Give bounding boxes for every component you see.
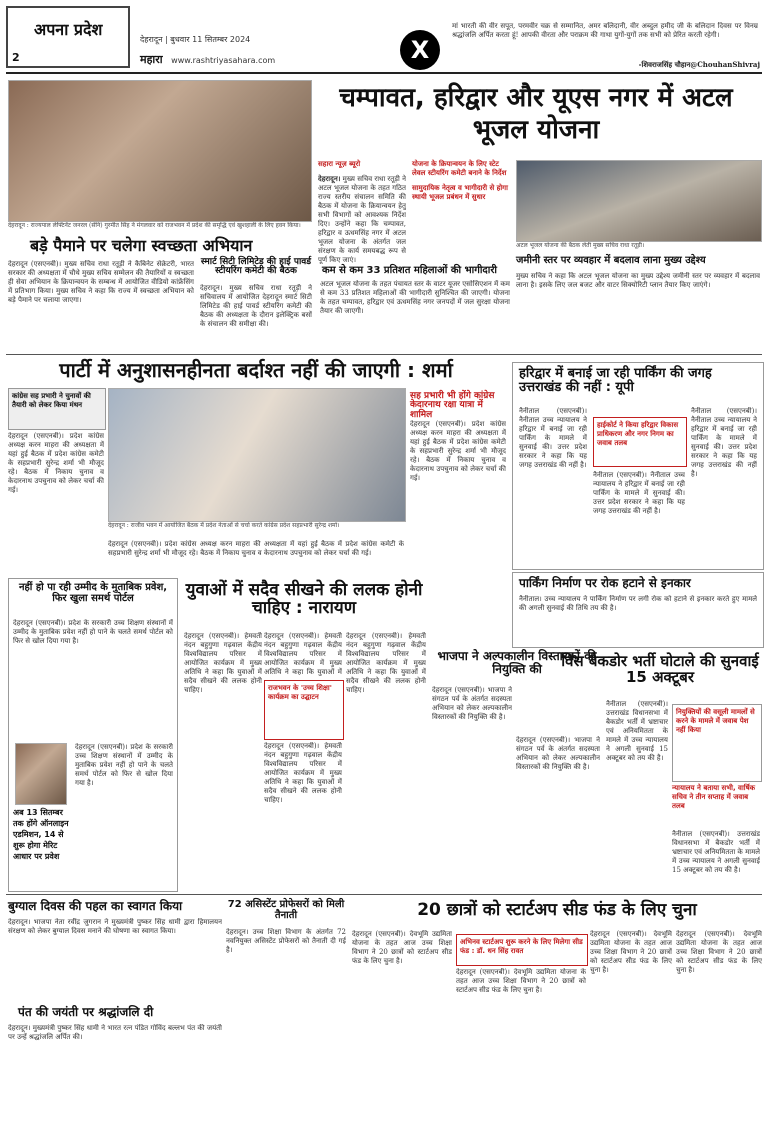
section-rule-1 bbox=[6, 354, 762, 355]
professors-body: देहरादून। उच्च शिक्षा विभाग के अंतर्गत 72 नवनियुक्त असिस्टेंट प्रोफेसरों को तैनाती दी गई है। bbox=[226, 928, 346, 954]
youth-headline: युवाओं में सदैव सीखने की ललक होनी चाहिए : नारायण bbox=[185, 580, 423, 618]
opposition-headline: नहीं हो पा रही उम्मीद के मुताबिक प्रवेश, फिर खुला समर्थ पोर्टल bbox=[18, 582, 168, 604]
discipline-body: देहरादून (एसएनबी)। प्रदेश कांग्रेस अध्यक्ष करन माहरा की अध्यक्षता में यहां हुई बैठक में प्रदेश कांग्रेस कमेटी के सहप्रभारी सुरेन्द्र शर्मा भी मौजूद रहे। बैठक में निकाय चुनाव व केदारनाथ उपचुनाव को लेकर चर्चा की गई। bbox=[8, 432, 104, 494]
professors-headline: 72 असिस्टेंट प्रोफेसरों को मिली तैनाती bbox=[227, 899, 345, 921]
lead-right-photo bbox=[516, 160, 762, 242]
section-title: अपना प्रदेश bbox=[34, 20, 103, 39]
bjp-body-2: देहरादून (एसएनबी)। भाजपा ने संगठन पर्व के अंतर्गत सदस्यता अभियान को लेकर अल्पकालीन विस्तारकों की नियुक्ति की है। bbox=[516, 736, 600, 771]
youth-body-2: देहरादून (एसएनबी)। हेमवती नंदन बहुगुणा गढ़वाल केंद्रीय विश्वविद्यालय परिसर में आयोजित कार्यक्रम में मुख्य अतिथि ने कहा कि युवाओं में bbox=[264, 632, 342, 676]
parking-body-3: नैनीताल (एसएनबी)। नैनीताल उच्च न्यायालय ने हरिद्वार में बनाई जा रही पार्किंग के मामले में सुनवाई की। उत्तर प्रदेश सरकार ने कहा कि यह जगह उत्तराखंड की नहीं है। bbox=[691, 407, 757, 478]
youth-body: देहरादून (एसएनबी)। हेमवती नंदन बहुगुणा गढ़वाल केंद्रीय विश्वविद्यालय परिसर में आयोजित कार्यक्रम में मुख्य अतिथि ने कहा कि युवाओं में सदैव सीखने की ललक होनी चाहिए। bbox=[184, 632, 262, 694]
bugyal-headline: बुग्याल दिवस की पहल का स्वागत किया bbox=[8, 899, 183, 913]
city: देहरादून | बुधवार bbox=[140, 35, 190, 44]
parking-headline: हरिद्वार में बनाई जा रही पार्किंग की जगह उत्तराखंड की नहीं : यूपी bbox=[519, 366, 712, 395]
website-link[interactable]: www.rashtriyasahara.com bbox=[171, 56, 276, 65]
startup-sub-box bbox=[456, 934, 588, 966]
brand-name: महारा bbox=[140, 53, 163, 66]
youth-sub-box bbox=[264, 680, 344, 740]
bankdoor-sub2: न्यायालय ने बताया सभी, वार्षिक सचिव ने तीन सप्ताह में जवाब तलब bbox=[672, 784, 755, 810]
section-rule-2 bbox=[6, 894, 762, 895]
opposition-body: देहरादून (एसएनबी)। प्रदेश के सरकारी उच्च शिक्षण संस्थानों में उम्मीद के मुताबिक प्रवेश नहीं हो पाने के चलते समर्थ पोर्टल को फिर से खोल दिया गया है। bbox=[13, 619, 173, 645]
bankdoor-body: नैनीताल (एसएनबी)। उत्तराखंड विधानसभा में बैकडोर भर्ती में भ्रष्टाचार एवं अनियमितता के मामले में उच्च न्यायालय ने अगली सुनवाई 15 अक्टूबर को तय की है। bbox=[606, 700, 668, 762]
youth-body-3: देहरादून (एसएनबी)। हेमवती नंदन बहुगुणा गढ़वाल केंद्रीय विश्वविद्यालय परिसर में आयोजित कार्यक्रम में मुख्य अतिथि ने कहा कि युवाओं में सदैव सीखने की ललक होनी चाहिए। bbox=[264, 742, 342, 804]
lead-sub2: सामुदायिक नेतृत्व व भागीदारी से होगा स्थायी भूजल प्रबंधन में सुधार bbox=[412, 184, 508, 201]
parking-ban-box bbox=[512, 572, 764, 648]
land-headline: जमीनी स्तर पर व्यवहार में बदलाव लाना मुख्य उद्देश्य bbox=[516, 255, 706, 266]
opposition-photo bbox=[15, 743, 67, 805]
lead-byline: सहारा न्यूज़ ब्यूरो bbox=[318, 160, 361, 168]
bjp-body: देहरादून (एसएनबी)। भाजपा ने संगठन पर्व के अंतर्गत सदस्यता अभियान को लेकर अल्पकालीन विस्तारकों की नियुक्ति की है। bbox=[432, 686, 512, 721]
youth-sub: राजभवन के 'उच्च शिक्षा' कार्यक्रम का उद्घाटन bbox=[268, 684, 332, 701]
pant-headline: पंत की जयंती पर श्रद्धांजलि दी bbox=[18, 1005, 154, 1019]
lead-headline: चम्पावत, हरिद्वार और यूएस नगर में अटल भूजल योजना bbox=[339, 83, 733, 145]
lead-body bbox=[318, 174, 406, 264]
lead-dateline: देहरादून। bbox=[318, 174, 341, 183]
x-logo-icon: X bbox=[400, 30, 440, 70]
smartcity-body: देहरादून। मुख्य सचिव राधा रतूड़ी ने सचिवालय में आयोजित देहरादून स्मार्ट सिटी लिमिटेड की हाई पावर्ड स्टीयरिंग कमेटी की बैठक की अध्यक्षता के दौरान इलेक्ट्रिक बसों के संचालन की समीक्षा की। bbox=[200, 284, 312, 328]
tweet-text: मां भारती की वीर सपूत, परमवीर चक्र से सम्मानित, अमर बलिदानी, वीर अब्दुल हमीद जी के बलिदान दिवस पर विनम्र श्रद्धांजलि अर्पित करता हूं! आपकी वीरता और पराक्रम की गाथा युगों-युगों तक सभी को प्रेरित करती रहेगी। bbox=[452, 22, 758, 39]
lead-photo-caption: देहरादून : राज्यपाल लेफ्टिनेंट जनरल (सेनि) गुरमीत सिंह ने मंगलवार को राजभवन में प्रदेश की समृद्धि एवं खुशहाली के लिए हवन किया। bbox=[8, 222, 301, 229]
startup-headline: 20 छात्रों को स्टार्टअप सीड फंड के लिए चुना bbox=[417, 900, 697, 920]
cleanliness-headline: बड़े पैमाने पर चलेगा स्वच्छता अभियान bbox=[30, 236, 253, 255]
lead-right-caption: अटल भूजल योजना की बैठक लेती मुख्य सचिव राधा रतूड़ी। bbox=[516, 242, 645, 249]
parking-ban-body: नैनीताल। उच्च न्यायालय ने पार्किंग निर्माण पर लगी रोक को हटाने से इनकार करते हुए मामले की अगली सुनवाई की तिथि तय की है। bbox=[519, 595, 757, 612]
bankdoor-sub1: नियुक्तियों की वसूली मामलों से करने के मामले में जवाब पेश नहीं किया bbox=[676, 708, 755, 734]
discipline-sidebar-box bbox=[8, 388, 106, 430]
lead-text: मुख्य सचिव राधा रतूड़ी ने अटल भूजल योजना के तहत गठित राज्य स्तरीय संचालन समिति की बैठक में योजना के क्रियान्वयन हेतु सभी विभागों को आवश्यक निर्देश दिए। उन्होंने कहा कि चम्पावत, हरिद्वार व ऊधमसिंह नगर में अटल भूजल योजना के अंतर्गत जल संरक्षण के कार्य समयबद्ध रूप से पूर्ण किए जाएं। bbox=[318, 175, 406, 264]
startup-body-4: देहरादून (एसएनबी)। देवभूमि उद्यमिता योजना के तहत आज उच्च शिक्षा विभाग ने 20 छात्रों को स्टार्टअप सीड फंड के लिए चुना है। bbox=[676, 930, 762, 974]
masthead-rule bbox=[6, 72, 762, 74]
parking-sub-box bbox=[593, 417, 687, 467]
brand-row bbox=[140, 52, 430, 67]
bankdoor-body-2: नैनीताल (एसएनबी)। उत्तराखंड विधानसभा में बैकडोर भर्ती में भ्रष्टाचार एवं अनियमितता के मामले में उच्च न्यायालय ने अगली सुनवाई 15 अक्टूबर को तय की है। bbox=[672, 830, 760, 874]
section-logo bbox=[6, 6, 130, 68]
discipline-sub: सह प्रभारी भी होंगे कांग्रेस केदारनाथ रक्षा यात्रा में शामिल bbox=[410, 391, 495, 420]
bankdoor-sub-box bbox=[672, 704, 762, 782]
lead-photo bbox=[8, 80, 312, 222]
parking-body-2: नैनीताल (एसएनबी)। नैनीताल उच्च न्यायालय ने हरिद्वार में बनाई जा रही पार्किंग के मामले में सुनवाई की। उत्तर प्रदेश सरकार ने कहा कि यह जगह उत्तराखंड की नहीं है। bbox=[593, 471, 685, 515]
opposition-aside: अब 13 सितम्बर तक होंगे ऑनलाइन एडमिशन, 14 से शुरू होगा मेरिट आधार पर प्रवेश bbox=[13, 808, 69, 861]
women-body: अटल भूजल योजना के तहत पंचायत स्तर के वाटर यूजर एसोसिएशन में कम से कम 33 प्रतिशत महिलाओं की भागीदारी सुनिश्चित की जाएगी। योजना के तहत चम्पावत, हरिद्वार एवं ऊधमसिंह नगर जनपदों में जल सुरक्षा योजना तैयार की जाएगी। bbox=[320, 280, 510, 315]
discipline-photo-caption: देहरादून : राजीव भवन में आयोजित बैठक में प्रदेश नेताओं से चर्चा करते कांग्रेस प्रदेश सहप्रभारी सुरेन्द्र शर्मा। bbox=[108, 522, 340, 529]
discipline-body-2: देहरादून (एसएनबी)। प्रदेश कांग्रेस अध्यक्ष करन माहरा की अध्यक्षता में यहां हुई बैठक में प्रदेश कांग्रेस कमेटी के सहप्रभारी सुरेन्द्र शर्मा भी मौजूद रहे। बैठक में निकाय चुनाव व केदारनाथ उपचुनाव को लेकर चर्चा की गई। bbox=[410, 420, 506, 482]
masthead bbox=[0, 0, 768, 72]
discipline-headline: पार्टी में अनुशासनहीनता बर्दाश्त नहीं की जाएगी : शर्मा bbox=[59, 358, 453, 382]
parking-body: नैनीताल (एसएनबी)। नैनीताल उच्च न्यायालय ने हरिद्वार में बनाई जा रही पार्किंग के मामले में सुनवाई की। उत्तर प्रदेश सरकार ने कहा कि यह जगह उत्तराखंड की नहीं है। bbox=[519, 407, 587, 469]
lead-sub1: योजना के क्रियान्वयन के लिए स्टेट लेवल स्टीयरिंग कमेटी बनाने के निर्देश bbox=[412, 160, 507, 177]
lead-subheads bbox=[412, 160, 510, 202]
land-body: मुख्य सचिव ने कहा कि अटल भूजल योजना का मुख्य उद्देश्य जमीनी स्तर पर व्यवहार में बदलाव लाना है। इसके लिए जल बजट और वाटर सिक्योरिटी प्लान तैयार किए जाएंगे। bbox=[516, 272, 760, 289]
startup-body: देहरादून (एसएनबी)। देवभूमि उद्यमिता योजना के तहत आज उच्च शिक्षा विभाग ने 20 छात्रों को स्टार्टअप सीड फंड के लिए चुना है। bbox=[352, 930, 452, 965]
parking-ban-headline: पार्किंग निर्माण पर रोक हटाने से इनकार bbox=[519, 576, 691, 590]
page-number: 2 bbox=[12, 51, 20, 64]
tweet-author: -शिवराजसिंह चौहान@ChouhanShivraj bbox=[638, 60, 760, 69]
discipline-photo bbox=[108, 388, 406, 522]
women-headline: कम से कम 33 प्रतिशत महिलाओं की भागीदारी bbox=[322, 265, 498, 276]
bugyal-body: देहरादून। भाजपा नेता रवींद्र जुगरान ने मुख्यमंत्री पुष्कर सिंह धामी द्वारा हिमालयन संरक्षण को लेकर बुग्याल दिवस मनाने की घोषणा का स्वागत किया। bbox=[8, 918, 222, 935]
discipline-body-3: देहरादून (एसएनबी)। प्रदेश कांग्रेस अध्यक्ष करन माहरा की अध्यक्षता में यहां हुई बैठक में प्रदेश कांग्रेस कमेटी के सहप्रभारी सुरेन्द्र शर्मा भी मौजूद रहे। बैठक में निकाय चुनाव व केदारनाथ उपचुनाव को लेकर चर्चा की गई। bbox=[108, 540, 404, 557]
youth-body-4: देहरादून (एसएनबी)। हेमवती नंदन बहुगुणा गढ़वाल केंद्रीय विश्वविद्यालय परिसर में आयोजित कार्यक्रम में मुख्य अतिथि ने कहा कि युवाओं में सदैव सीखने की ललक होनी चाहिए। bbox=[346, 632, 426, 694]
bjp-headline: भाजपा ने अल्पकालीन विस्तारकों की नियुक्ति की bbox=[437, 649, 597, 676]
startup-body-2: देहरादून (एसएनबी)। देवभूमि उद्यमिता योजना के तहत आज उच्च शिक्षा विभाग ने 20 छात्रों को स्टार्टअप सीड फंड के लिए चुना है। bbox=[456, 968, 586, 994]
smartcity-headline: स्मार्ट सिटी लिमिटेड की हाई पावर्ड स्टीयरिंग कमेटी की बैठक bbox=[200, 257, 312, 277]
cleanliness-body: देहरादून (एसएनबी)। मुख्य सचिव राधा रतूड़ी ने कैबिनेट सेक्रेटरी, भारत सरकार की अध्यक्षता में चौथे मुख्य सचिव सम्मेलन की तैयारियों व स्वच्छता ही सेवा अभियान के क्रियान्वयन के सम्बन्ध में आयोजित वीडियो कांफ्रेंसिंग में प्रतिभाग किया। मुख्य सचिव ने कहा कि राज्य में स्वच्छता अभियान को बड़े पैमाने पर चलाया जाएगा। bbox=[8, 260, 194, 304]
startup-body-3: देहरादून (एसएनबी)। देवभूमि उद्यमिता योजना के तहत आज उच्च शिक्षा विभाग ने 20 छात्रों को स्टार्टअप सीड फंड के लिए चुना है। bbox=[590, 930, 672, 974]
dateline-bar bbox=[140, 34, 430, 45]
startup-sub: अभिनव स्टार्टअप शुरू करने के लिए मिलेगा सीड फंड : डॉ. धन सिंह रावत bbox=[460, 938, 583, 955]
year: 2024 bbox=[229, 35, 251, 44]
pant-body: देहरादून। मुख्यमंत्री पुष्कर सिंह धामी ने भारत रत्न पंडित गोविंद बल्लभ पंत की जयंती पर उन्हें श्रद्धांजलि अर्पित की। bbox=[8, 1024, 222, 1041]
discipline-sidebar: कांग्रेस सह प्रभारी ने चुनावों की तैयारी को लेकर किया मंथन bbox=[12, 392, 91, 409]
parking-box bbox=[512, 362, 764, 570]
parking-sub: हाईकोर्ट ने किया हरिद्वार विकास प्राधिकरण और नगर निगम का जवाब तलब bbox=[597, 421, 679, 447]
bankdoor-headline: विस बैकडोर भर्ती घोटाले की सुनवाई 15 अक्टूबर bbox=[561, 652, 759, 686]
opposition-box bbox=[8, 578, 178, 892]
opposition-body-2: देहरादून (एसएनबी)। प्रदेश के सरकारी उच्च शिक्षण संस्थानों में उम्मीद के मुताबिक प्रवेश नहीं हो पाने के चलते समर्थ पोर्टल को फिर से खोल दिया गया है। bbox=[75, 743, 173, 787]
date: 11 सितम्बर bbox=[192, 35, 228, 44]
